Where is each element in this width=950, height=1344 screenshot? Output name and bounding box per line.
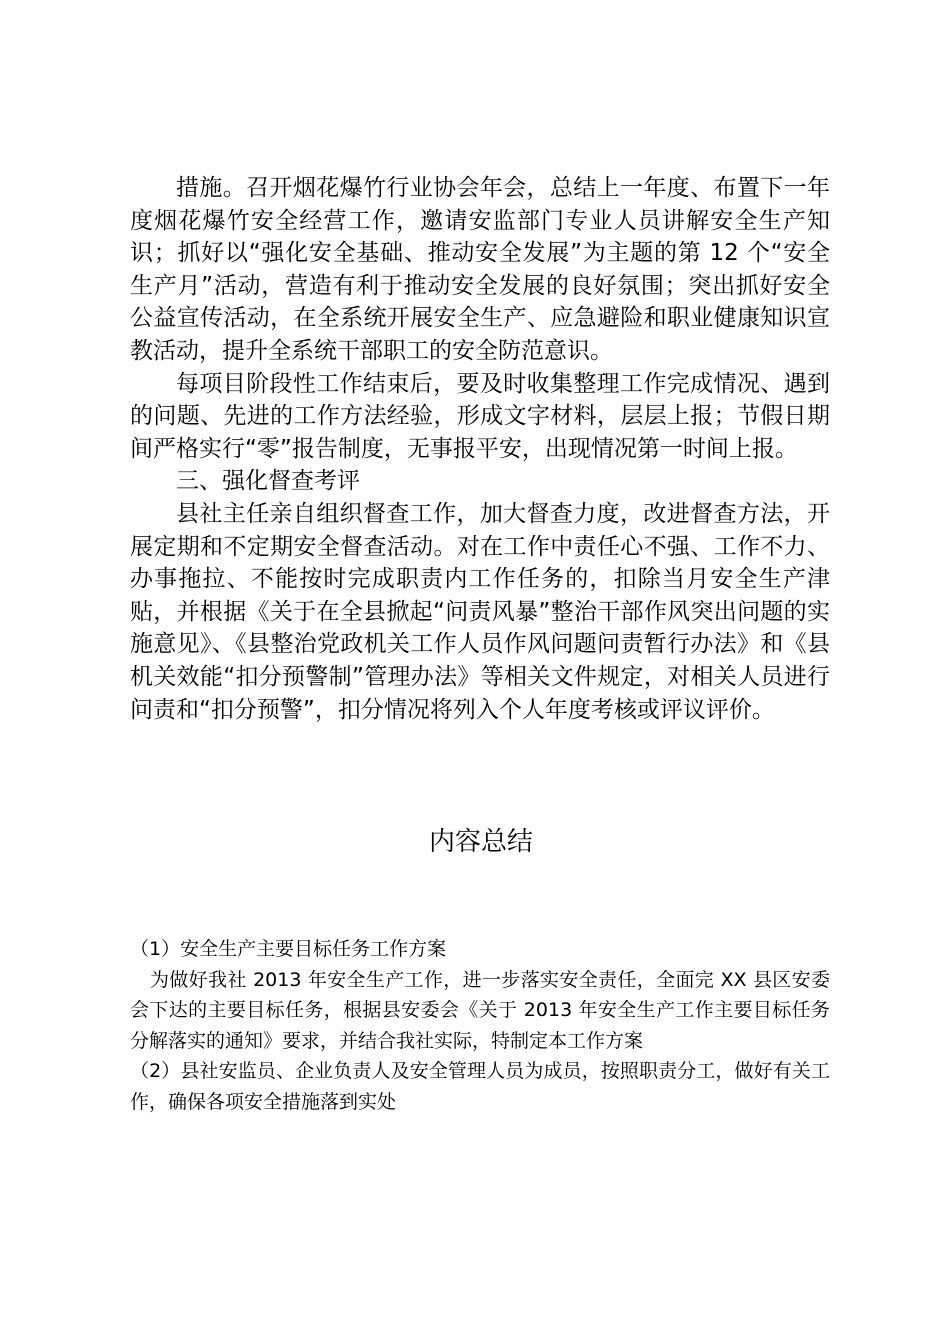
document-body: [130, 172, 830, 726]
summary-body: [130, 934, 830, 1117]
summary-item: 为做好我社 2013 年安全生产工作，进一步落实安全责任，全面完 XX 县区安委会下达的主要目标任务，根据县安委会《关于 2013 年安全生产工作主要目标任务分解落实的通知》要求，并结合我社实际，特制定本工作方案: [130, 968, 830, 1052]
summary-title: 内容总结: [428, 827, 533, 857]
paragraph-safety-measures: 措施。召开烟花爆竹行业协会年会，总结上一年度、布置下一年度烟花爆竹安全经营工作，邀请安监部门专业人员讲解安全生产知识；抓好以“强化安全基础、推动安全发展”为主题的第 12 个“安全生产月”活动，营造有利于推动安全发展的良好氛围；突出抓好安全公益宣传活动，在全系统开展安全生产、应急避险和职业健康知识宣教活动，提升全系统干部职工的安全防范意识。: [130, 175, 830, 364]
paragraph-reporting: 每项目阶段性工作结束后，要及时收集整理工作完成情况、遇到的问题、先进的工作方法经验，形成文字材料，层层上报；节假日期间严格实行“零”报告制度，无事报平安，出现情况第一时间上报。: [130, 370, 830, 462]
section-heading-supervision: 三、强化督查考评: [176, 468, 360, 495]
summary-item: （2）县社安监员、企业负责人及安全管理人员为成员，按照职责分工，做好有关工作，确保各项安全措施落到实处: [130, 1060, 830, 1113]
paragraph-supervision: 县社主任亲自组织督查工作，加大督查力度，改进督查方法，开展定期和不定期安全督查活动。对在工作中责任心不强、工作不力、办事拖拉、不能按时完成职责内工作任务的，扣除当月安全生产津贴，并根据《关于在全县掀起“问责风暴”整治干部作风突出问题的实施意见》、《县整治党政机关工作人员作风问题问责暂行办法》和《县机关效能“扣分预警制”管理办法》等相关文件规定，对相关人员进行问责和“扣分预警”，扣分情况将列入个人年度考核或评议评价。: [130, 500, 830, 723]
summary-item: （1）安全生产主要目标任务工作方案: [130, 938, 447, 960]
